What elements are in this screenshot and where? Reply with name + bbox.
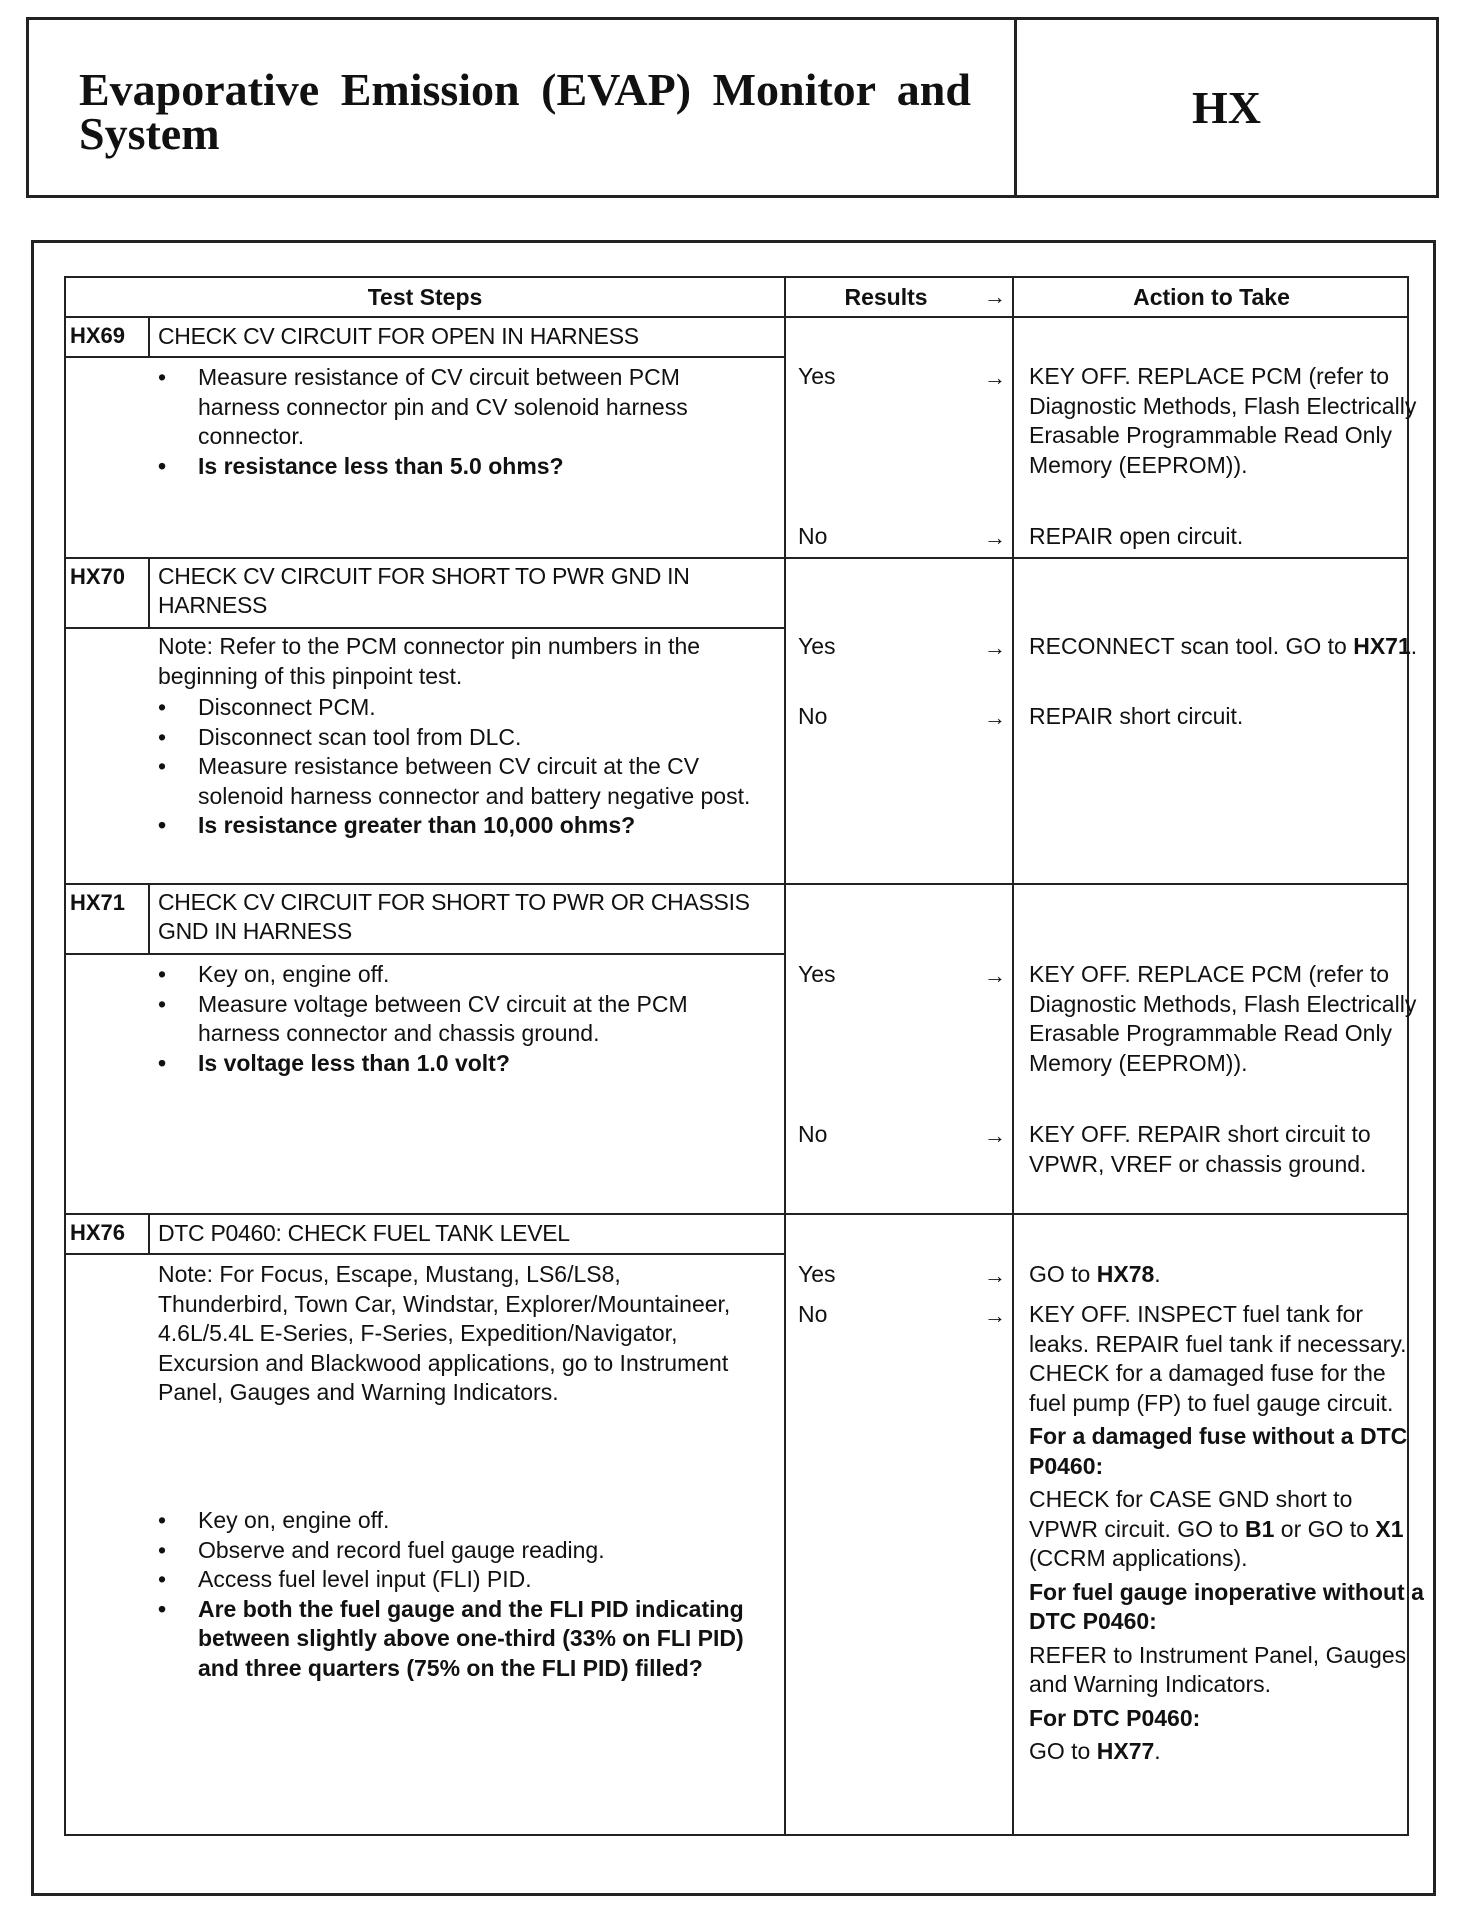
step-bullet: • Key on, engine off. <box>158 960 758 990</box>
step-title: CHECK CV CIRCUIT FOR SHORT TO PWR OR CHASSIS GND IN HARNESS <box>158 889 750 944</box>
action-paragraph: KEY OFF. REPLACE PCM (refer to Diagnostic Methods, Flash Electrically Erasable Programmable Read Only Memory (EEPROM)). <box>1029 363 1417 478</box>
arrow-icon: → <box>984 705 1006 730</box>
action-paragraph <box>1029 1737 1424 1767</box>
step-question: • Are both the fuel gauge and the FLI PID indicating between slightly above one-third (33% on FLI PID) and three quarters (75% on the FLI PID) filled? <box>158 1595 758 1684</box>
action-paragraph <box>1029 632 1424 662</box>
col-header-results: Results <box>844 284 928 310</box>
step-body <box>158 1506 758 1683</box>
action-subheading: For fuel gauge inoperative without a DTC P0460: <box>1029 1578 1424 1634</box>
action-paragraph: KEY OFF. REPLACE PCM (refer to Diagnostic Methods, Flash Electrically Erasable Programmable Read Only Memory (EEPROM)). <box>1029 961 1417 1076</box>
action-text-end: . <box>1410 633 1418 659</box>
action-text-end: . <box>1154 1738 1161 1764</box>
step-note: Note: Refer to the PCM connector pin numbers in the beginning of this pinpoint test. <box>158 633 701 689</box>
col-header-action: Action to Take <box>1133 284 1290 310</box>
action-text-part: CHECK for CASE GND short to VPWR circuit. GO to <box>1029 1486 1353 1542</box>
col-header-test-steps: Test Steps <box>367 284 483 310</box>
action-text-part: RECONNECT scan tool. GO to <box>1029 633 1347 659</box>
action-text-part: or GO to <box>1280 1515 1369 1542</box>
step-id-divider <box>148 557 150 627</box>
col-divider-steps <box>784 278 786 1834</box>
action-subheading: For a damaged fuse without a DTC P0460: <box>1029 1423 1408 1479</box>
action-paragraph <box>1029 1260 1424 1290</box>
step-id: HX71 <box>70 890 126 915</box>
step-bullet: • Disconnect scan tool from DLC. <box>158 723 758 753</box>
arrow-icon: → <box>984 365 1006 390</box>
action-text <box>1029 1300 1424 1771</box>
action-text <box>1029 702 1424 736</box>
step-note-block <box>158 1260 748 1410</box>
arrow-icon: → <box>984 635 1006 660</box>
step-title-divider <box>66 1253 786 1255</box>
step-id: HX76 <box>70 1220 126 1245</box>
step-reference: HX77 <box>1096 1738 1155 1764</box>
action-text-end: . <box>1154 1261 1161 1287</box>
header-box <box>26 17 1439 198</box>
arrow-icon: → <box>984 525 1006 550</box>
action-paragraph: KEY OFF. REPAIR short circuit to VPWR, VREF or chassis ground. <box>1029 1121 1371 1177</box>
header-row-divider <box>66 316 1407 318</box>
step-bullet: • Measure resistance of CV circuit between PCM harness connector pin and CV solenoid harness connector. <box>158 363 758 452</box>
arrow-icon: → <box>984 963 1006 988</box>
action-paragraph <box>1029 1485 1424 1574</box>
step-reference: X1 <box>1375 1515 1404 1542</box>
step-body <box>158 960 758 1078</box>
result-label: Yes <box>798 961 836 987</box>
step-id: HX69 <box>70 323 126 348</box>
step-divider <box>66 883 1407 885</box>
page-title: Evaporative Emission (EVAP) Monitor and System <box>79 64 971 159</box>
step-title-divider <box>66 627 786 629</box>
action-paragraph: REPAIR short circuit. <box>1029 703 1244 729</box>
action-paragraph: REFER to Instrument Panel, Gauges and Warning Indicators. <box>1029 1641 1407 1697</box>
action-paragraph: REPAIR open circuit. <box>1029 523 1244 549</box>
section-code: HX <box>1192 82 1261 133</box>
step-reference: HX71 <box>1353 633 1411 659</box>
action-text <box>1029 522 1424 556</box>
step-bullet: • Measure resistance between CV circuit at the CV solenoid harness connector and battery negative post. <box>158 752 758 811</box>
step-title-divider <box>66 953 786 955</box>
action-text-part: GO to <box>1029 1738 1091 1764</box>
step-id-divider <box>148 883 150 953</box>
step-reference: HX78 <box>1096 1261 1155 1287</box>
action-subheading: For DTC P0460: <box>1029 1704 1201 1731</box>
result-label: No <box>798 703 828 729</box>
result-label: No <box>798 1301 828 1327</box>
action-text-part: (CCRM applications). <box>1029 1545 1248 1571</box>
step-bullet: • Observe and record fuel gauge reading. <box>158 1536 758 1566</box>
action-text <box>1029 960 1424 1082</box>
step-note: Note: For Focus, Escape, Mustang, LS6/LS8, Thunderbird, Town Car, Windstar, Explorer/Mountaineer, 4.6L/5.4L E-Series, F-Series, Expedition/Navigator, Excursion and Blackwood applications, go to Instrument Panel, Gauges and Warning Indicators. <box>158 1261 731 1405</box>
header-arrow-icon: → <box>984 284 1006 309</box>
step-bullet: • Measure voltage between CV circuit at the PCM harness connector and chassis ground. <box>158 990 758 1049</box>
arrow-icon: → <box>984 1303 1006 1328</box>
step-bullet: • Key on, engine off. <box>158 1506 758 1536</box>
step-question: • Is resistance less than 5.0 ohms? <box>158 452 758 482</box>
action-paragraph: KEY OFF. INSPECT fuel tank for leaks. REPAIR fuel tank if necessary. CHECK for a damaged fuse for the fuel pump (FP) to fuel gauge circuit. <box>1029 1301 1407 1416</box>
step-bullet: • Disconnect PCM. <box>158 693 758 723</box>
step-title: CHECK CV CIRCUIT FOR SHORT TO PWR GND IN HARNESS <box>158 563 690 618</box>
step-title: DTC P0460: CHECK FUEL TANK LEVEL <box>158 1220 570 1246</box>
step-question: • Is resistance greater than 10,000 ohms? <box>158 811 758 841</box>
step-body <box>158 632 758 841</box>
step-bullet: • Access fuel level input (FLI) PID. <box>158 1565 758 1595</box>
step-divider <box>66 1213 1407 1215</box>
action-text-part: GO to <box>1029 1261 1091 1287</box>
step-title-divider <box>66 356 786 358</box>
action-text <box>1029 1260 1424 1294</box>
step-id-divider <box>148 316 150 356</box>
result-label: No <box>798 1121 828 1147</box>
result-label: Yes <box>798 1261 836 1287</box>
arrow-icon: → <box>984 1263 1006 1288</box>
step-reference: B1 <box>1244 1515 1275 1542</box>
action-text <box>1029 1120 1424 1183</box>
action-text <box>1029 362 1424 484</box>
title-cell <box>29 20 1017 195</box>
step-id: HX70 <box>70 564 126 589</box>
step-title: CHECK CV CIRCUIT FOR OPEN IN HARNESS <box>158 323 639 349</box>
col-divider-results <box>1012 278 1014 1834</box>
step-question: • Is voltage less than 1.0 volt? <box>158 1049 758 1079</box>
step-divider <box>66 557 1407 559</box>
arrow-icon: → <box>984 1123 1006 1148</box>
step-body <box>158 363 758 481</box>
action-text <box>1029 632 1424 666</box>
result-label: No <box>798 523 828 549</box>
result-label: Yes <box>798 363 836 389</box>
step-id-divider <box>148 1213 150 1253</box>
diagnostic-table <box>64 276 1424 1836</box>
result-label: Yes <box>798 633 836 659</box>
